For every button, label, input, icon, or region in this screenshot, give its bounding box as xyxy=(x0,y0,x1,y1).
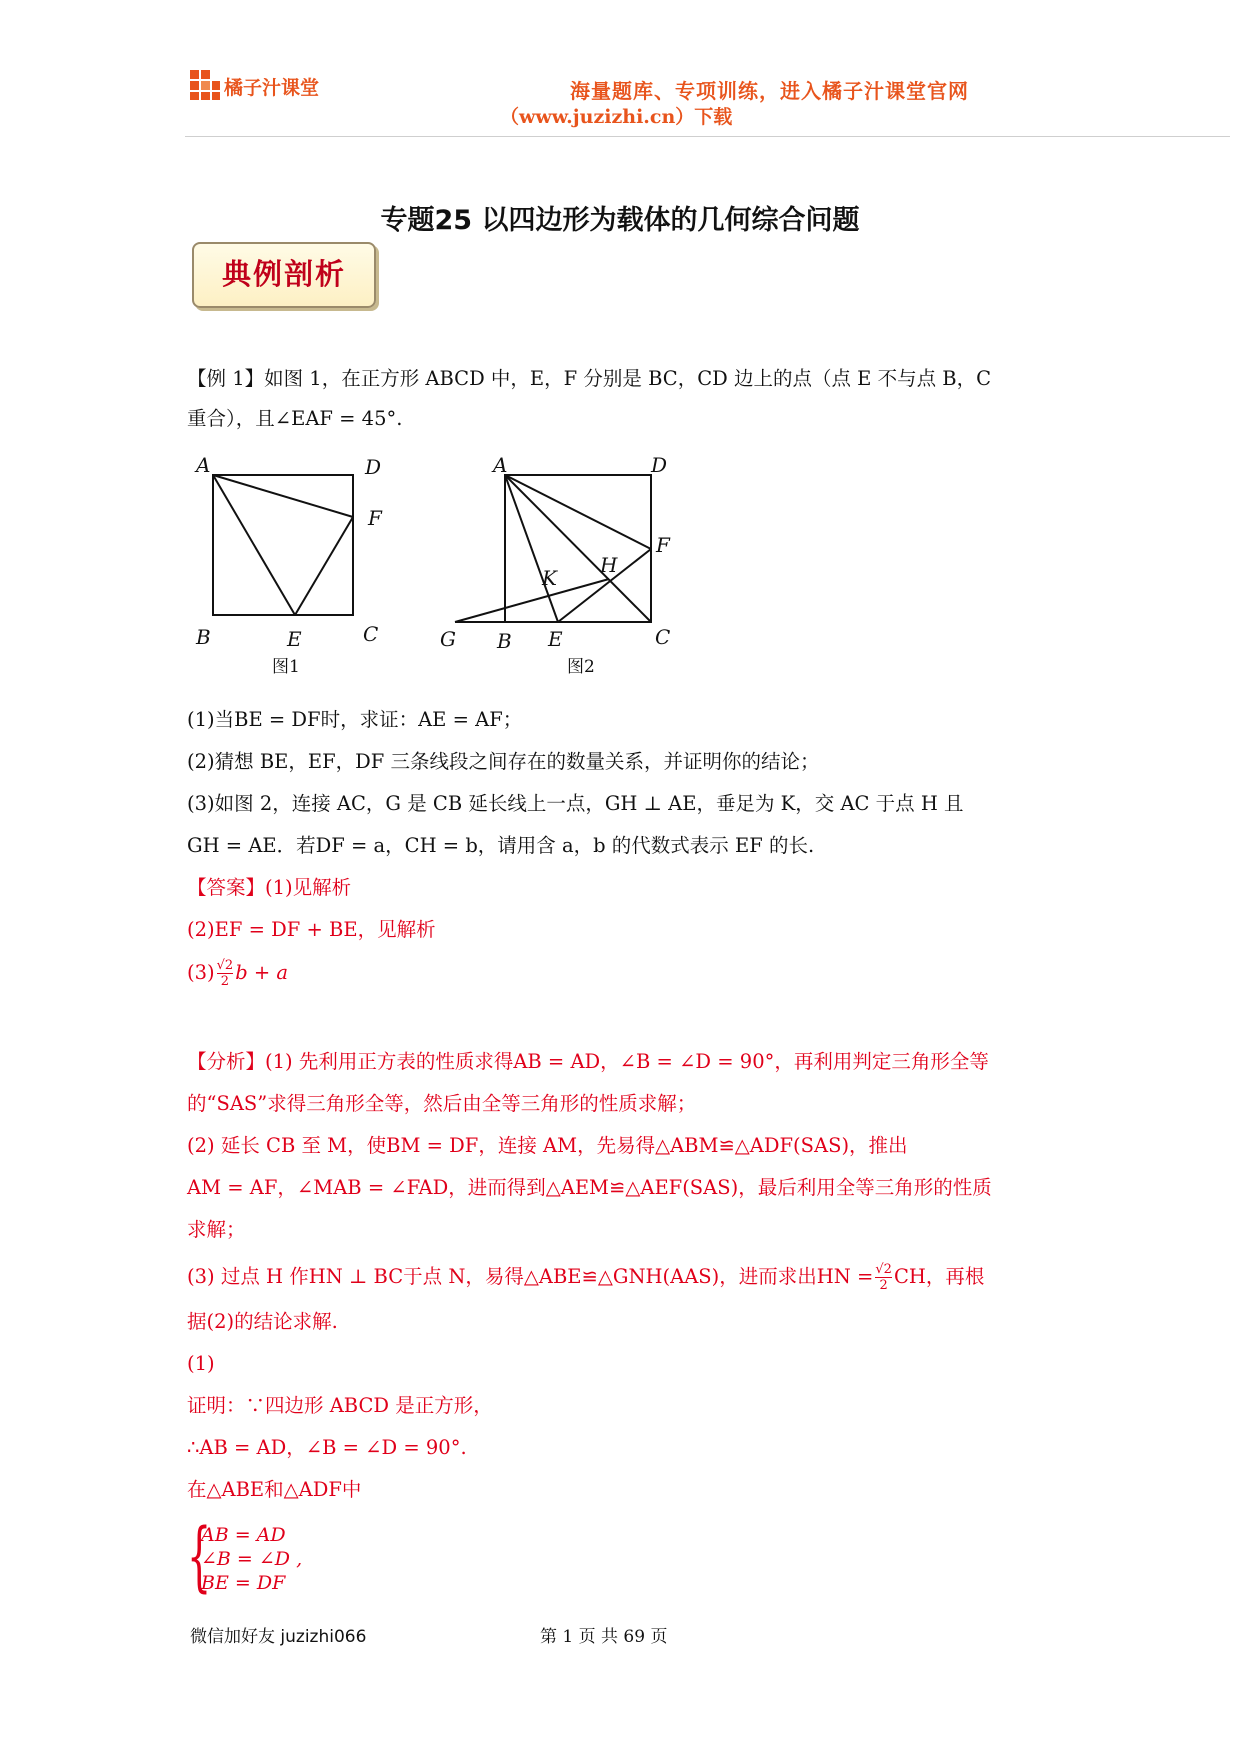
figure-2 xyxy=(435,448,685,688)
fig2-label-b: B xyxy=(497,629,512,653)
fig1-label-c: C xyxy=(363,622,379,646)
fig1-line-ef xyxy=(295,517,353,615)
fig2-label-d: D xyxy=(651,453,668,477)
fig1-label-e: E xyxy=(287,627,302,651)
analysis-line-4: AM = AF，∠MAB = ∠FAD，进而得到△AEM≌△AEF(SAS)，最后利用全等三角形的性质 xyxy=(187,1176,992,1199)
fig2-label-k: K xyxy=(542,566,557,590)
promo-line-1: 海量题库、专项训练，进入橘子汁课堂官网 xyxy=(570,79,969,103)
example-line-1: 【例 1】如图 1，在正方形 ABCD 中，E，F 分别是 BC，CD 边上的点（点 E 不与点 B，C xyxy=(187,367,992,390)
analysis-line-3: (2) 延长 CB 至 M，使BM = DF，连接 AM，先易得△ABM≌△ADF(SAS)，推出 xyxy=(187,1134,908,1157)
answer-3-prefix: (3) xyxy=(187,961,215,984)
fig2-label-g: G xyxy=(440,627,456,651)
analysis-line-7: 据(2)的结论求解. xyxy=(187,1310,338,1333)
proof-line-3: 在△ABE和△ADF中 xyxy=(187,1478,362,1501)
question-1: (1)当BE = DF时，求证：AE = AF； xyxy=(187,708,523,731)
analysis-line-5: 求解； xyxy=(187,1218,246,1241)
analysis-line-6-suffix: CH，再根 xyxy=(893,1265,985,1288)
fig1-label-a: A xyxy=(196,453,211,477)
header-divider xyxy=(185,136,1230,137)
fig1-label-f: F xyxy=(368,506,382,530)
promo-line-2[interactable]: （www.juzizhi.cn）下载 xyxy=(500,106,733,128)
brand-name: 橘子汁课堂 xyxy=(224,77,320,99)
proof-part-1-label: (1) xyxy=(187,1352,215,1375)
page-title: 专题25 以四边形为载体的几何综合问题 xyxy=(380,205,860,236)
fig2-label-h: H xyxy=(600,553,618,577)
footer-page-number: 第 1 页 共 69 页 xyxy=(540,1627,668,1647)
analysis-line-6-fraction xyxy=(875,1262,892,1293)
proof-line-1: 证明：∵四边形 ABCD 是正方形， xyxy=(187,1394,493,1417)
fig2-label-a: A xyxy=(493,453,508,477)
fig1-label-b: B xyxy=(196,625,211,649)
figure-1 xyxy=(190,448,400,688)
analysis-line-6-denominator: 2 xyxy=(879,1278,888,1293)
equation-row-1: AB = AD xyxy=(201,1524,286,1546)
answer-2: (2)EF = DF + BE，见解析 xyxy=(187,918,436,941)
section-badge xyxy=(192,242,376,308)
fig2-label-e: E xyxy=(548,627,563,651)
fig2-caption: 图2 xyxy=(567,657,595,677)
section-badge-label: 典例剖析 xyxy=(221,257,346,291)
example-line-2: 重合），且∠EAF = 45°. xyxy=(187,407,403,430)
equation-row-2: ∠B = ∠D , xyxy=(201,1548,303,1570)
analysis-line-6-numerator: √2 xyxy=(875,1262,892,1277)
fig2-line-ac xyxy=(505,475,651,622)
question-2: (2)猜想 BE，EF，DF 三条线段之间存在的数量关系，并证明你的结论； xyxy=(187,750,820,773)
answer-3-suffix: b + a xyxy=(235,961,289,984)
proof-line-2: ∴AB = AD，∠B = ∠D = 90°. xyxy=(187,1436,467,1459)
equation-system xyxy=(187,1511,387,1604)
equation-row-3: BE = DF xyxy=(201,1572,286,1594)
footer-wechat: 微信加好友 juzizhi066 xyxy=(190,1627,367,1647)
question-3b: GH = AE．若DF = a，CH = b，请用含 a，b 的代数式表示 EF 的长. xyxy=(187,834,815,857)
answer-3-denominator: 2 xyxy=(220,974,230,989)
analysis-line-1: 【分析】(1) 先利用正方表的性质求得AB = AD，∠B = ∠D = 90°，再利用判定三角形全等 xyxy=(187,1050,989,1073)
answer-3 xyxy=(187,958,288,998)
answer-1: 【答案】(1)见解析 xyxy=(187,876,352,899)
brand-logo-icon xyxy=(190,70,220,100)
answer-3-numerator: √2 xyxy=(216,958,234,973)
fig1-label-d: D xyxy=(365,455,382,479)
fig2-label-f: F xyxy=(656,533,670,557)
question-3a: (3)如图 2，连接 AC，G 是 CB 延长线上一点，GH ⊥ AE，垂足为 K，交 AC 于点 H 且 xyxy=(187,792,964,815)
answer-3-fraction xyxy=(217,958,234,989)
analysis-line-2: 的“SAS”求得三角形全等，然后由全等三角形的性质求解； xyxy=(187,1092,697,1115)
equation-brace: { xyxy=(187,1511,212,1600)
fig2-label-c: C xyxy=(655,625,671,649)
fig1-caption: 图1 xyxy=(272,657,300,677)
analysis-line-6-prefix: (3) 过点 H 作HN ⊥ BC于点 N，易得△ABE≌△GNH(AAS)，进而求出HN = xyxy=(187,1265,874,1288)
analysis-line-6 xyxy=(187,1262,984,1302)
